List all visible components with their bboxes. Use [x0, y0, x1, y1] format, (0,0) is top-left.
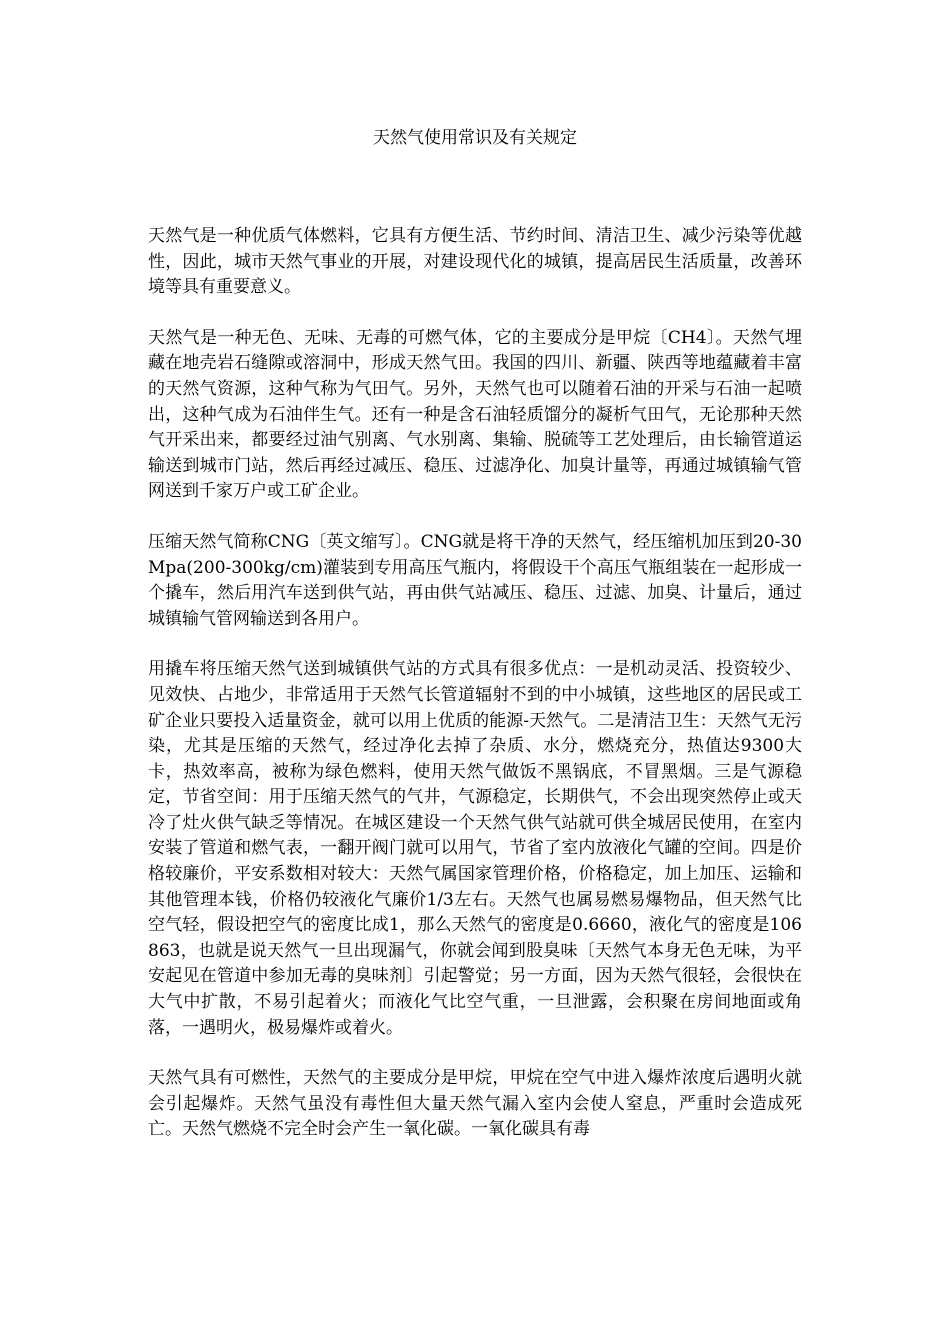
document-title: 天然气使用常识及有关规定 [373, 128, 577, 148]
paragraph-hazards: 天然气具有可燃性，天然气的主要成分是甲烷，甲烷在空气中进入爆炸浓度后遇明火就会引起爆炸。天然气虽没有毒性但大量天然气漏入室内会使人窒息，严重时会造成死亡。天然气燃烧不完全时会产生一氧化碳。一氧化碳具有毒 [148, 1068, 802, 1140]
paragraph-cng: 压缩天然气简称CNG〔英文缩写〕。CNG就是将干净的天然气，经压缩机加压到20-30Mpa(200-300kg/cm)灌装到专用高压气瓶内，将假设干个高压气瓶组装在一起形成一个撬车，然后用汽车送到供气站，再由供气站减压、稳压、过滤、加臭、计量后，通过城镇输气管网输送到各用户。 [148, 531, 802, 629]
document-body [148, 224, 802, 1168]
paragraph-composition: 天然气是一种无色、无味、无毒的可燃气体，它的主要成分是甲烷〔CH4〕。天然气埋藏在地壳岩石缝隙或溶洞中，形成天然气田。我国的四川、新疆、陕西等地蕴藏着丰富的天然气资源，这种气称为气田气。另外，天然气也可以随着石油的开采与石油一起喷出，这种气成为石油伴生气。还有一种是含石油轻质馏分的凝析气田气，无论那种天然气开采出来，都要经过油气别离、气水别离、集输、脱硫等工艺处理后，由长输管道运输送到城市门站，然后再经过减压、稳压、过滤净化、加臭计量等，再通过城镇输气管网送到千家万户或工矿企业。 [148, 327, 802, 502]
paragraph-advantages: 用撬车将压缩天然气送到城镇供气站的方式具有很多优点：一是机动灵活、投资较少、见效快、占地少，非常适用于天然气长管道辐射不到的中小城镇，这些地区的居民或工矿企业只要投入适量资金，就可以用上优质的能源-天然气。二是清洁卫生：天然气无污染，尤其是压缩的天然气，经过净化去掉了杂质、水分，燃烧充分，热值达9300大卡，热效率高，被称为绿色燃料，使用天然气做饭不黑锅底，不冒黑烟。三是气源稳定，节省空间：用于压缩天然气的气井，气源稳定，长期供气，不会出现突然停止或天冷了灶火供气缺乏等情况。在城区建设一个天然气供气站就可供全城居民使用，在室内安装了管道和燃气表，一翻开阀门就可以用气，节省了室内放液化气罐的空间。四是价格较廉价，平安系数相对较大：天然气属国家管理价格，价格稳定，加上加压、运输和其他管理本钱，价格仍较液化气廉价1/3左右。天然气也属易燃易爆物品，但天然气比空气轻，假设把空气的密度比成1，那么天然气的密度是0.6660，液化气的密度是106863，也就是说天然气一旦出现漏气，你就会闻到股臭味〔天然气本身无色无味，为平安起见在管道中参加无毒的臭味剂〕引起警觉；另一方面，因为天然气很轻，会很快在大气中扩散，不易引起着火；而液化气比空气重，一旦泄露，会积聚在房间地面或角落，一遇明火，极易爆炸或着火。 [148, 659, 802, 1038]
paragraph-intro: 天然气是一种优质气体燃料，它具有方便生活、节约时间、清洁卫生、减少污染等优越性，因此，城市天然气事业的开展，对建设现代化的城镇，提高居民生活质量，改善环境等具有重要意义。 [148, 226, 802, 298]
